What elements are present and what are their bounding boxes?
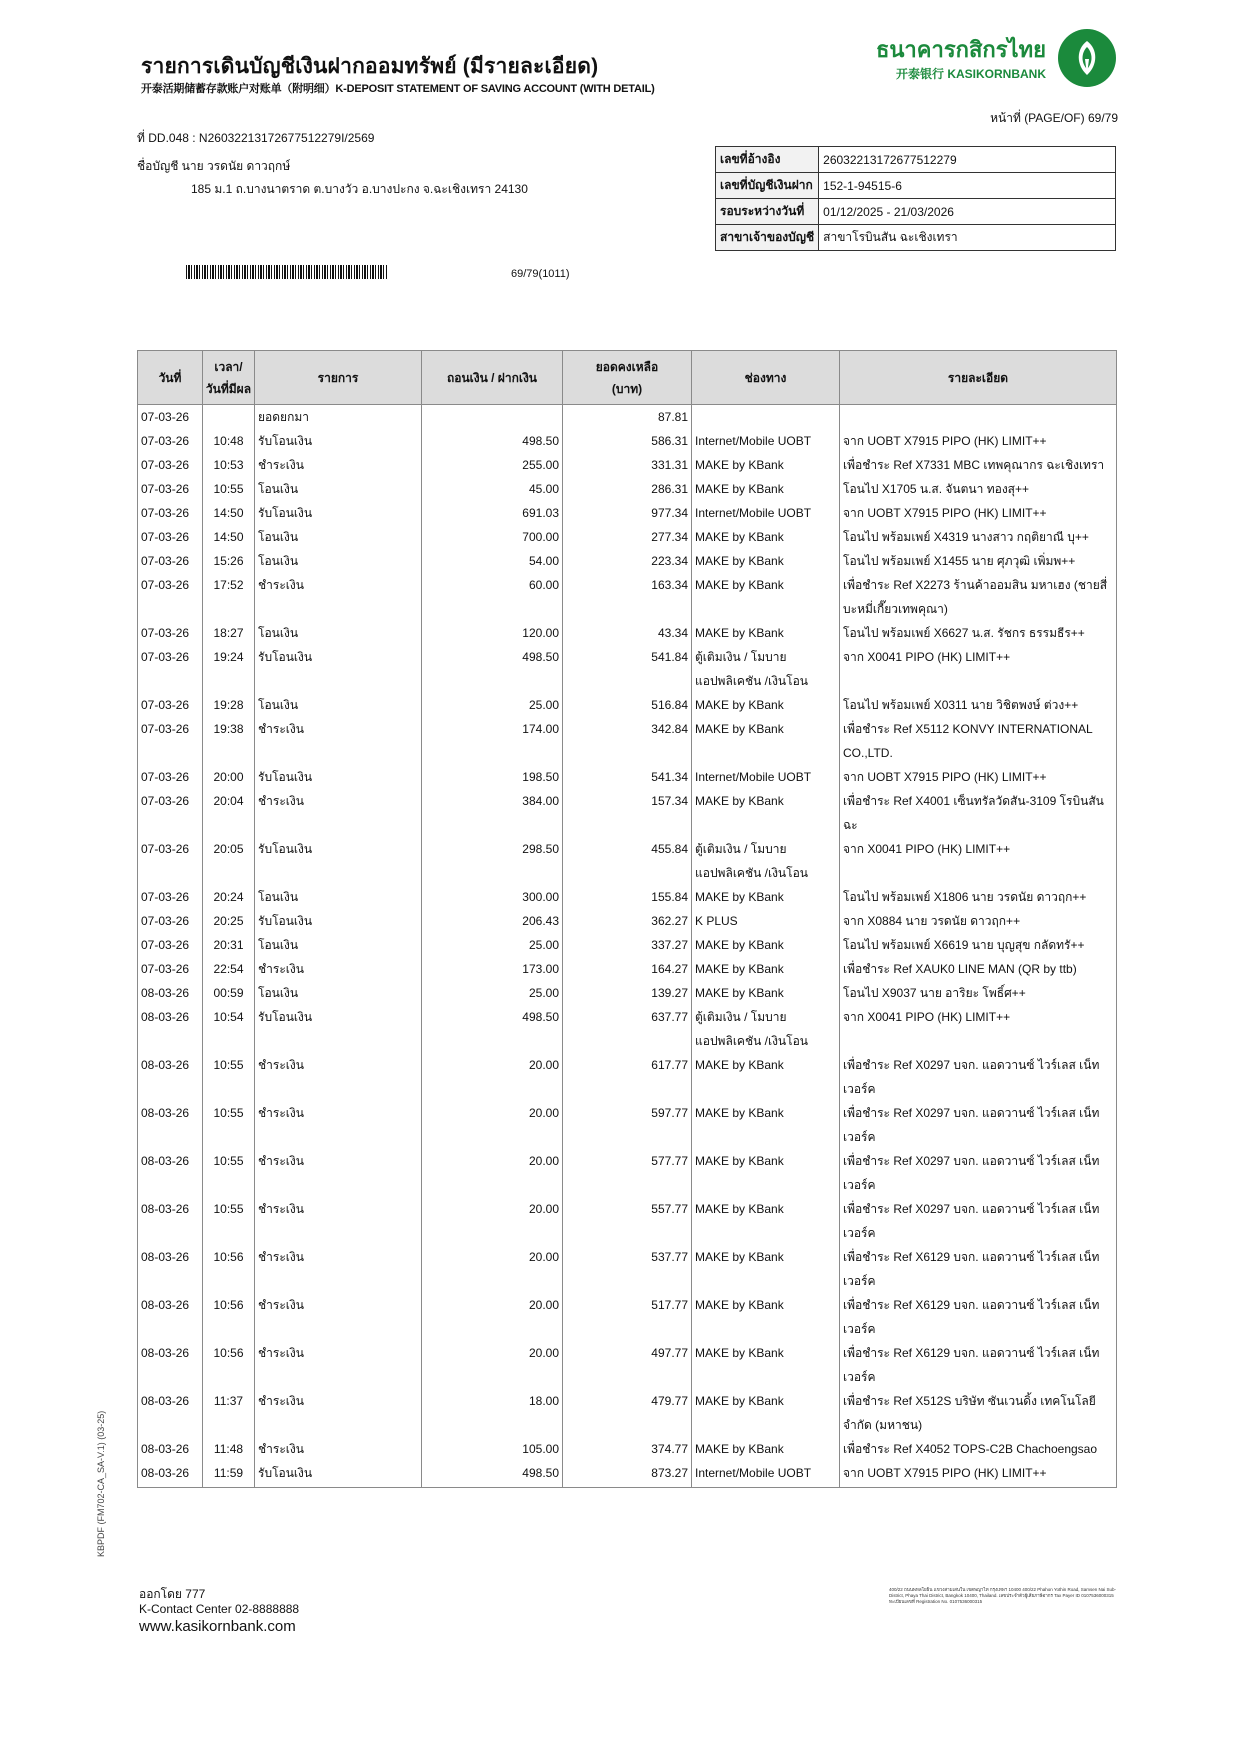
cell-date: 07-03-26 [138, 957, 203, 981]
cell-time: 10:56 [203, 1293, 255, 1341]
cell-detail: จาก X0041 PIPO (HK) LIMIT++ [840, 1005, 1117, 1053]
cell-item: ชำระเงิน [255, 1437, 422, 1461]
cell-detail: จาก UOBT X7915 PIPO (HK) LIMIT++ [840, 1461, 1117, 1488]
cell-item: โอนเงิน [255, 981, 422, 1005]
cell-balance: 497.77 [563, 1341, 692, 1389]
cell-date: 07-03-26 [138, 909, 203, 933]
cell-time: 19:38 [203, 717, 255, 765]
cell-date: 07-03-26 [138, 477, 203, 501]
cell-date: 08-03-26 [138, 1197, 203, 1245]
cell-detail: เพื่อชำระ Ref X6129 บจก. แอดวานซ์ ไวร์เลส เน็ทเวอร์ค [840, 1341, 1117, 1389]
cell-channel: MAKE by KBank [692, 1341, 840, 1389]
cell-channel: K PLUS [692, 909, 840, 933]
cell-detail: โอนไป พร้อมเพย์ X1455 นาย ศุภวุฒิ เพิ่มพ++ [840, 549, 1117, 573]
cell-item: ชำระเงิน [255, 453, 422, 477]
transaction-table [137, 350, 1117, 1488]
cell-amount: 20.00 [422, 1053, 563, 1101]
cell-date: 07-03-26 [138, 765, 203, 789]
cell-channel: MAKE by KBank [692, 1437, 840, 1461]
table-row [138, 1245, 1117, 1293]
cell-channel: MAKE by KBank [692, 1245, 840, 1293]
barcode [186, 265, 388, 279]
cell-balance: 455.84 [563, 837, 692, 885]
cell-amount: 120.00 [422, 621, 563, 645]
table-row [138, 1149, 1117, 1197]
cell-balance: 277.34 [563, 525, 692, 549]
cell-channel: MAKE by KBank [692, 885, 840, 909]
cell-time: 10:54 [203, 1005, 255, 1053]
cell-date: 07-03-26 [138, 501, 203, 525]
cell-amount: 45.00 [422, 477, 563, 501]
table-row [138, 477, 1117, 501]
col-balance-header: ยอดคงเหลือ (บาท) [563, 351, 692, 405]
table-row [138, 405, 1117, 430]
cell-detail: โอนไป พร้อมเพย์ X6619 นาย บุญสุข กลัดทรั++ [840, 933, 1117, 957]
cell-item: ชำระเงิน [255, 1053, 422, 1101]
cell-detail: เพื่อชำระ Ref XAUK0 LINE MAN (QR by ttb) [840, 957, 1117, 981]
cell-date: 07-03-26 [138, 837, 203, 885]
cell-amount: 198.50 [422, 765, 563, 789]
cell-amount: 20.00 [422, 1245, 563, 1293]
info-row [716, 147, 1116, 173]
cell-time: 20:04 [203, 789, 255, 837]
contact-center: K-Contact Center 02-8888888 [139, 1602, 300, 1616]
cell-channel: ตู้เติมเงิน / โมบาย แอปพลิเคชัน /เงินโอน [692, 1005, 840, 1053]
cell-date: 08-03-26 [138, 1149, 203, 1197]
cell-balance: 157.34 [563, 789, 692, 837]
cell-channel: MAKE by KBank [692, 1149, 840, 1197]
cell-balance: 362.27 [563, 909, 692, 933]
col-item-header: รายการ [255, 351, 422, 405]
account-name: ชื่อบัญชี นาย วรดนัย ดาวฤกษ์ [137, 159, 291, 173]
cell-item: ชำระเงิน [255, 1197, 422, 1245]
table-row [138, 957, 1117, 981]
info-value: 26032213172677512279 [819, 147, 1116, 173]
table-row [138, 1197, 1117, 1245]
cell-channel: ตู้เติมเงิน / โมบาย แอปพลิเคชัน /เงินโอน [692, 837, 840, 885]
table-row [138, 1389, 1117, 1437]
cell-time: 10:55 [203, 477, 255, 501]
cell-item: รับโอนเงิน [255, 1461, 422, 1488]
cell-amount: 300.00 [422, 885, 563, 909]
table-row [138, 933, 1117, 957]
cell-time: 15:26 [203, 549, 255, 573]
cell-item: ชำระเงิน [255, 717, 422, 765]
cell-detail: เพื่อชำระ Ref X6129 บจก. แอดวานซ์ ไวร์เลส เน็ทเวอร์ค [840, 1293, 1117, 1341]
table-row [138, 501, 1117, 525]
cell-date: 07-03-26 [138, 621, 203, 645]
col-time-header: เวลา/ วันที่มีผล [203, 351, 255, 405]
transaction-rows [138, 405, 1117, 1488]
cell-detail: จาก X0041 PIPO (HK) LIMIT++ [840, 645, 1117, 693]
cell-channel: MAKE by KBank [692, 477, 840, 501]
cell-channel: MAKE by KBank [692, 525, 840, 549]
bank-name: ธนาคารกสิกรไทย [875, 37, 1046, 62]
table-row [138, 1461, 1117, 1488]
cell-balance: 155.84 [563, 885, 692, 909]
statement-title: รายการเดินบัญชีเงินฝากออมทรัพย์ (มีรายละเอียด) [141, 55, 599, 78]
cell-date: 07-03-26 [138, 405, 203, 430]
cell-amount: 206.43 [422, 909, 563, 933]
cell-channel: MAKE by KBank [692, 933, 840, 957]
cell-balance: 479.77 [563, 1389, 692, 1437]
cell-balance: 617.77 [563, 1053, 692, 1101]
cell-detail: จาก UOBT X7915 PIPO (HK) LIMIT++ [840, 501, 1117, 525]
cell-channel: MAKE by KBank [692, 549, 840, 573]
cell-date: 07-03-26 [138, 429, 203, 453]
table-row [138, 621, 1117, 645]
cell-channel: Internet/Mobile UOBT [692, 1461, 840, 1488]
cell-date: 07-03-26 [138, 549, 203, 573]
cell-balance: 337.27 [563, 933, 692, 957]
cell-detail [840, 405, 1117, 430]
cell-time: 10:55 [203, 1053, 255, 1101]
cell-date: 07-03-26 [138, 789, 203, 837]
cell-time: 10:48 [203, 429, 255, 453]
table-row [138, 1293, 1117, 1341]
cell-item: ชำระเงิน [255, 1149, 422, 1197]
cell-balance: 286.31 [563, 477, 692, 501]
cell-item: รับโอนเงิน [255, 909, 422, 933]
cell-detail: จาก X0884 นาย วรดนัย ดาวฤก++ [840, 909, 1117, 933]
col-date-header: วันที่ [138, 351, 203, 405]
info-value: 01/12/2025 - 21/03/2026 [819, 199, 1116, 225]
cell-item: ชำระเงิน [255, 573, 422, 621]
table-row [138, 717, 1117, 765]
table-row [138, 1101, 1117, 1149]
cell-time: 20:31 [203, 933, 255, 957]
cell-time: 17:52 [203, 573, 255, 621]
cell-detail: เพื่อชำระ Ref X512S บริษัท ซันเวนดิ้ง เทคโนโลยี จำกัด (มหาชน) [840, 1389, 1117, 1437]
cell-channel: MAKE by KBank [692, 981, 840, 1005]
cell-time: 10:55 [203, 1101, 255, 1149]
cell-detail: เพื่อชำระ Ref X0297 บจก. แอดวานซ์ ไวร์เลส เน็ทเวอร์ค [840, 1101, 1117, 1149]
cell-amount: 173.00 [422, 957, 563, 981]
cell-detail: จาก UOBT X7915 PIPO (HK) LIMIT++ [840, 765, 1117, 789]
cell-balance: 164.27 [563, 957, 692, 981]
table-row [138, 885, 1117, 909]
cell-amount: 498.50 [422, 645, 563, 693]
cell-amount: 20.00 [422, 1197, 563, 1245]
cell-balance: 577.77 [563, 1149, 692, 1197]
cell-date: 07-03-26 [138, 693, 203, 717]
cell-time: 11:37 [203, 1389, 255, 1437]
bank-brand [856, 32, 1046, 88]
form-code: KBPDF (FM702-CA_SA-V.1) (03-25) [96, 1410, 106, 1557]
cell-item: รับโอนเงิน [255, 837, 422, 885]
bank-name-sub: 开泰银行 KASIKORNBANK [895, 67, 1046, 81]
cell-item: รับโอนเงิน [255, 501, 422, 525]
cell-balance: 87.81 [563, 405, 692, 430]
cell-channel [692, 405, 840, 430]
cell-detail: โอนไป พร้อมเพย์ X0311 นาย วิชิตพงษ์ ต่วง++ [840, 693, 1117, 717]
cell-time: 10:55 [203, 1197, 255, 1245]
cell-amount: 60.00 [422, 573, 563, 621]
cell-time: 10:55 [203, 1149, 255, 1197]
cell-amount: 298.50 [422, 837, 563, 885]
table-row [138, 453, 1117, 477]
cell-detail: เพื่อชำระ Ref X6129 บจก. แอดวานซ์ ไวร์เลส เน็ทเวอร์ค [840, 1245, 1117, 1293]
cell-amount: 25.00 [422, 933, 563, 957]
cell-detail: เพื่อชำระ Ref X4001 เซ็นทรัลวัดสัน-3109 โรบินสันฉะ [840, 789, 1117, 837]
cell-item: ยอดยกมา [255, 405, 422, 430]
cell-detail: โอนไป พร้อมเพย์ X1806 นาย วรดนัย ดาวฤก++ [840, 885, 1117, 909]
cell-date: 07-03-26 [138, 717, 203, 765]
cell-item: ชำระเงิน [255, 1341, 422, 1389]
table-row [138, 837, 1117, 885]
cell-detail: จาก X0041 PIPO (HK) LIMIT++ [840, 837, 1117, 885]
cell-time: 20:00 [203, 765, 255, 789]
cell-time: 00:59 [203, 981, 255, 1005]
cell-item: รับโอนเงิน [255, 429, 422, 453]
cell-amount: 20.00 [422, 1101, 563, 1149]
cell-date: 08-03-26 [138, 1053, 203, 1101]
table-row [138, 1341, 1117, 1389]
cell-balance: 537.77 [563, 1245, 692, 1293]
table-row [138, 765, 1117, 789]
info-label: เลขที่อ้างอิง [716, 147, 819, 173]
cell-balance: 43.34 [563, 621, 692, 645]
cell-date: 08-03-26 [138, 1005, 203, 1053]
cell-detail: โอนไป X9037 นาย อาริยะ โพธิ์ศ++ [840, 981, 1117, 1005]
cell-time: 14:50 [203, 525, 255, 549]
cell-item: โอนเงิน [255, 477, 422, 501]
cell-channel: MAKE by KBank [692, 1053, 840, 1101]
cell-time [203, 405, 255, 430]
cell-balance: 331.31 [563, 453, 692, 477]
cell-amount: 691.03 [422, 501, 563, 525]
cell-balance: 342.84 [563, 717, 692, 765]
table-row [138, 525, 1117, 549]
table-row [138, 549, 1117, 573]
cell-item: ชำระเงิน [255, 1389, 422, 1437]
cell-amount: 498.50 [422, 1005, 563, 1053]
cell-channel: Internet/Mobile UOBT [692, 429, 840, 453]
table-row [138, 909, 1117, 933]
cell-detail: เพื่อชำระ Ref X5112 KONVY INTERNATIONAL CO.,LTD. [840, 717, 1117, 765]
cell-balance: 597.77 [563, 1101, 692, 1149]
cell-channel: Internet/Mobile UOBT [692, 501, 840, 525]
cell-time: 10:53 [203, 453, 255, 477]
table-row [138, 1437, 1117, 1461]
cell-amount: 25.00 [422, 981, 563, 1005]
table-header-row [138, 351, 1117, 405]
info-row [716, 173, 1116, 199]
cell-amount: 18.00 [422, 1389, 563, 1437]
cell-detail: เพื่อชำระ Ref X0297 บจก. แอดวานซ์ ไวร์เลส เน็ทเวอร์ค [840, 1149, 1117, 1197]
cell-date: 08-03-26 [138, 1461, 203, 1488]
cell-time: 19:24 [203, 645, 255, 693]
cell-channel: MAKE by KBank [692, 453, 840, 477]
cell-date: 07-03-26 [138, 525, 203, 549]
cell-item: โอนเงิน [255, 885, 422, 909]
cell-amount: 20.00 [422, 1341, 563, 1389]
cell-channel: MAKE by KBank [692, 717, 840, 765]
cell-detail: เพื่อชำระ Ref X2273 ร้านค้าออมสิน มหาเฮง (ชายสี่บะหมี่เกี๊ยวเทพคุณา) [840, 573, 1117, 621]
cell-date: 08-03-26 [138, 1389, 203, 1437]
cell-item: รับโอนเงิน [255, 1005, 422, 1053]
cell-time: 20:24 [203, 885, 255, 909]
cell-item: รับโอนเงิน [255, 645, 422, 693]
col-detail-header: รายละเอียด [840, 351, 1117, 405]
cell-detail: เพื่อชำระ Ref X7331 MBC เทพคุณากร ฉะเชิงเทรา [840, 453, 1117, 477]
cell-channel: MAKE by KBank [692, 957, 840, 981]
cell-time: 19:28 [203, 693, 255, 717]
account-address: 185 ม.1 ถ.บางนาตราด ต.บางวัว อ.บางปะกง จ.ฉะเชิงเทรา 24130 [191, 182, 528, 196]
cell-item: รับโอนเงิน [255, 765, 422, 789]
table-row [138, 573, 1117, 621]
cell-date: 07-03-26 [138, 885, 203, 909]
cell-date: 07-03-26 [138, 453, 203, 477]
account-info-table [715, 146, 1116, 251]
cell-balance: 163.34 [563, 573, 692, 621]
cell-detail: เพื่อชำระ Ref X0297 บจก. แอดวานซ์ ไวร์เลส เน็ทเวอร์ค [840, 1053, 1117, 1101]
col-channel-header: ช่องทาง [692, 351, 840, 405]
cell-date: 08-03-26 [138, 1101, 203, 1149]
cell-amount: 174.00 [422, 717, 563, 765]
cell-balance: 139.27 [563, 981, 692, 1005]
cell-channel: MAKE by KBank [692, 621, 840, 645]
table-row [138, 789, 1117, 837]
kbank-logo-icon [1058, 29, 1116, 87]
info-label: สาขาเจ้าของบัญชี [716, 225, 819, 251]
cell-channel: MAKE by KBank [692, 573, 840, 621]
cell-balance: 223.34 [563, 549, 692, 573]
cell-date: 07-03-26 [138, 933, 203, 957]
info-label: เลขที่บัญชีเงินฝาก [716, 173, 819, 199]
cell-amount: 20.00 [422, 1293, 563, 1341]
cell-item: โอนเงิน [255, 693, 422, 717]
statement-subtitle: 开泰活期储蓄存款账户对账单（附明细）K-DEPOSIT STATEMENT OF SAVING ACCOUNT (WITH DETAIL) [141, 83, 655, 95]
cell-item: โอนเงิน [255, 621, 422, 645]
cell-amount: 105.00 [422, 1437, 563, 1461]
cell-detail: โอนไป พร้อมเพย์ X4319 นางสาว กฤติยาณี บุ++ [840, 525, 1117, 549]
cell-balance: 541.84 [563, 645, 692, 693]
cell-time: 10:56 [203, 1245, 255, 1293]
info-value: สาขาโรบินสัน ฉะเชิงเทรา [819, 225, 1116, 251]
cell-detail: เพื่อชำระ Ref X0297 บจก. แอดวานซ์ ไวร์เลส เน็ทเวอร์ค [840, 1197, 1117, 1245]
cell-balance: 374.77 [563, 1437, 692, 1461]
barcode-label: 69/79(1011) [511, 268, 570, 280]
cell-channel: MAKE by KBank [692, 1101, 840, 1149]
table-row [138, 693, 1117, 717]
cell-item: ชำระเงิน [255, 789, 422, 837]
cell-channel: MAKE by KBank [692, 1389, 840, 1437]
cell-channel: MAKE by KBank [692, 1293, 840, 1341]
table-row [138, 981, 1117, 1005]
cell-time: 18:27 [203, 621, 255, 645]
document-number: ที่ DD.048 : N26032213172677512279I/2569 [137, 131, 375, 145]
cell-item: โอนเงิน [255, 525, 422, 549]
cell-time: 22:54 [203, 957, 255, 981]
cell-balance: 541.34 [563, 765, 692, 789]
website-link[interactable]: www.kasikornbank.com [139, 1618, 296, 1635]
cell-amount: 54.00 [422, 549, 563, 573]
info-row [716, 225, 1116, 251]
cell-balance: 557.77 [563, 1197, 692, 1245]
cell-date: 07-03-26 [138, 645, 203, 693]
cell-date: 08-03-26 [138, 1437, 203, 1461]
cell-item: ชำระเงิน [255, 1245, 422, 1293]
page-indicator: หน้าที่ (PAGE/OF) 69/79 [990, 111, 1118, 125]
cell-date: 08-03-26 [138, 1341, 203, 1389]
cell-date: 08-03-26 [138, 981, 203, 1005]
cell-amount: 700.00 [422, 525, 563, 549]
cell-date: 08-03-26 [138, 1245, 203, 1293]
cell-time: 20:05 [203, 837, 255, 885]
cell-time: 20:25 [203, 909, 255, 933]
cell-item: โอนเงิน [255, 549, 422, 573]
cell-item: ชำระเงิน [255, 1101, 422, 1149]
table-row [138, 1053, 1117, 1101]
cell-date: 07-03-26 [138, 573, 203, 621]
cell-balance: 637.77 [563, 1005, 692, 1053]
cell-item: ชำระเงิน [255, 1293, 422, 1341]
cell-detail: จาก UOBT X7915 PIPO (HK) LIMIT++ [840, 429, 1117, 453]
cell-amount [422, 405, 563, 430]
cell-time: 10:56 [203, 1341, 255, 1389]
cell-balance: 977.34 [563, 501, 692, 525]
cell-amount: 255.00 [422, 453, 563, 477]
col-amount-header: ถอนเงิน / ฝากเงิน [422, 351, 563, 405]
cell-channel: ตู้เติมเงิน / โมบาย แอปพลิเคชัน /เงินโอน [692, 645, 840, 693]
cell-channel: MAKE by KBank [692, 789, 840, 837]
cell-item: ชำระเงิน [255, 957, 422, 981]
bank-address-fine-print: 400/22 ถนนพหลโยธิน แขวงสามเสนใน เขตพญาไท กรุงเทพฯ 10400 400/22 Phahon Yothin Road, Samsen Nai Sub-District, Phaya Thai District, Bangkok 10400, Thailand. เลขประจำตัวผู้เสียภาษีอากร Tax Payer ID 0107536000315 ทะเบียนเลขที่ Registration No. 0107536000315 [889, 1587, 1117, 1604]
cell-balance: 873.27 [563, 1461, 692, 1488]
issued-by: ออกโดย 777 [139, 1587, 206, 1601]
cell-channel: MAKE by KBank [692, 1197, 840, 1245]
table-row [138, 1005, 1117, 1053]
info-row [716, 199, 1116, 225]
cell-time: 11:59 [203, 1461, 255, 1488]
cell-amount: 384.00 [422, 789, 563, 837]
cell-date: 08-03-26 [138, 1293, 203, 1341]
info-label: รอบระหว่างวันที่ [716, 199, 819, 225]
cell-amount: 25.00 [422, 693, 563, 717]
cell-balance: 586.31 [563, 429, 692, 453]
cell-detail: โอนไป พร้อมเพย์ X6627 น.ส. รัชกร ธรรมธีร++ [840, 621, 1117, 645]
cell-channel: Internet/Mobile UOBT [692, 765, 840, 789]
info-value: 152-1-94515-6 [819, 173, 1116, 199]
cell-channel: MAKE by KBank [692, 693, 840, 717]
cell-item: โอนเงิน [255, 933, 422, 957]
cell-amount: 20.00 [422, 1149, 563, 1197]
table-row [138, 645, 1117, 693]
cell-balance: 516.84 [563, 693, 692, 717]
table-row [138, 429, 1117, 453]
cell-detail: เพื่อชำระ Ref X4052 TOPS-C2B Chachoengsao [840, 1437, 1117, 1461]
cell-amount: 498.50 [422, 429, 563, 453]
cell-time: 14:50 [203, 501, 255, 525]
cell-balance: 517.77 [563, 1293, 692, 1341]
cell-time: 11:48 [203, 1437, 255, 1461]
cell-amount: 498.50 [422, 1461, 563, 1488]
cell-detail: โอนไป X1705 น.ส. จันตนา ทองสุ++ [840, 477, 1117, 501]
